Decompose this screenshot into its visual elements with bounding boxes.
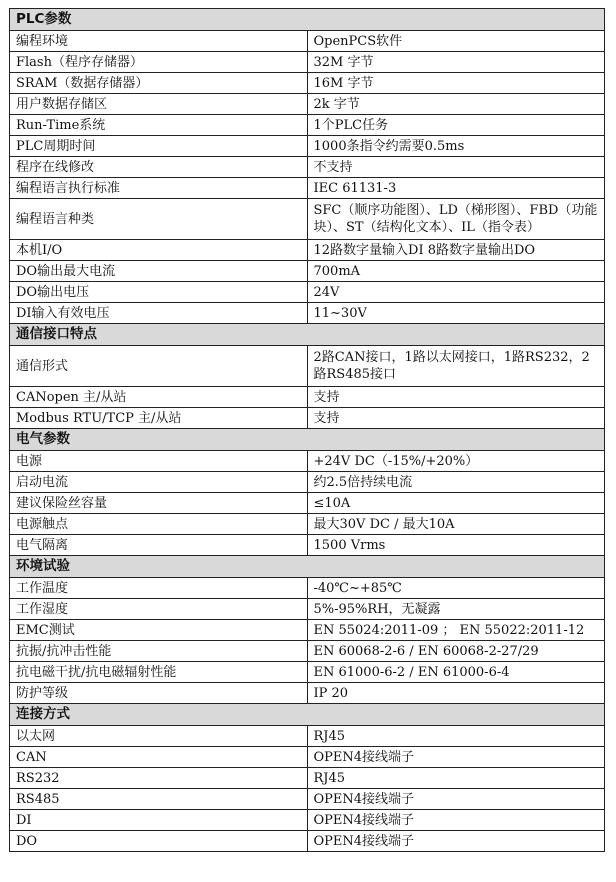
- spec-row: [10, 52, 605, 73]
- spec-row: [10, 726, 605, 747]
- spec-key: 程序在线修改: [10, 157, 308, 178]
- spec-value: 1个PLC任务: [307, 115, 605, 136]
- spec-row: [10, 136, 605, 157]
- spec-value: 不支持: [307, 157, 605, 178]
- section-header: [10, 704, 605, 726]
- spec-row: [10, 346, 605, 387]
- spec-row: [10, 789, 605, 810]
- spec-value: OPEN4接线端子: [307, 747, 605, 768]
- section-header: [10, 324, 605, 346]
- spec-value: 16M 字节: [307, 73, 605, 94]
- spec-value: RJ45: [307, 768, 605, 789]
- spec-row: [10, 303, 605, 324]
- spec-key: SRAM（数据存储器）: [10, 73, 308, 94]
- spec-value: SFC（顺序功能图）、LD（梯形图）、FBD（功能块）、ST（结构化文本）、IL（指令表）: [307, 199, 605, 240]
- spec-value: 1500 Vrms: [307, 535, 605, 556]
- spec-key: 编程环境: [10, 31, 308, 52]
- spec-key: 本机I/O: [10, 240, 308, 261]
- spec-key: Run-Time系统: [10, 115, 308, 136]
- spec-row: [10, 662, 605, 683]
- section-header: [10, 9, 605, 31]
- spec-key: 电气隔离: [10, 535, 308, 556]
- spec-row: [10, 831, 605, 852]
- spec-row: [10, 94, 605, 115]
- spec-key: 工作湿度: [10, 599, 308, 620]
- spec-value: 2路CAN接口，1路以太网接口，1路RS232，2路RS485接口: [307, 346, 605, 387]
- spec-row: [10, 535, 605, 556]
- section-title: 通信接口特点: [10, 324, 605, 346]
- spec-key: PLC周期时间: [10, 136, 308, 157]
- spec-row: [10, 578, 605, 599]
- spec-row: [10, 261, 605, 282]
- spec-value: OpenPCS软件: [307, 31, 605, 52]
- spec-row: [10, 115, 605, 136]
- spec-row: [10, 408, 605, 429]
- spec-key: RS485: [10, 789, 308, 810]
- spec-key: 编程语言种类: [10, 199, 308, 240]
- spec-value: 2k 字节: [307, 94, 605, 115]
- spec-table-body: [10, 9, 605, 852]
- spec-value: 1000条指令约需要0.5ms: [307, 136, 605, 157]
- spec-key: Flash（程序存储器）: [10, 52, 308, 73]
- spec-row: [10, 31, 605, 52]
- spec-value: -40℃~+85℃: [307, 578, 605, 599]
- spec-value: 最大30V DC / 最大10A: [307, 514, 605, 535]
- spec-key: 编程语言执行标准: [10, 178, 308, 199]
- spec-key: 通信形式: [10, 346, 308, 387]
- spec-row: [10, 282, 605, 303]
- section-title: 连接方式: [10, 704, 605, 726]
- section-title: PLC参数: [10, 9, 605, 31]
- spec-row: [10, 387, 605, 408]
- spec-value: 24V: [307, 282, 605, 303]
- spec-key: RS232: [10, 768, 308, 789]
- spec-row: [10, 199, 605, 240]
- spec-value: 32M 字节: [307, 52, 605, 73]
- spec-value: 约2.5倍持续电流: [307, 472, 605, 493]
- spec-key: DI输入有效电压: [10, 303, 308, 324]
- spec-key: DO输出电压: [10, 282, 308, 303]
- spec-key: DO输出最大电流: [10, 261, 308, 282]
- spec-value: 12路数字量输入DI 8路数字量输出DO: [307, 240, 605, 261]
- spec-key: 防护等级: [10, 683, 308, 704]
- spec-key: 抗振/抗冲击性能: [10, 641, 308, 662]
- spec-value: 5%-95%RH，无凝露: [307, 599, 605, 620]
- spec-key: 电源触点: [10, 514, 308, 535]
- spec-row: [10, 810, 605, 831]
- spec-row: [10, 620, 605, 641]
- spec-key: DI: [10, 810, 308, 831]
- spec-row: [10, 73, 605, 94]
- spec-value: 支持: [307, 408, 605, 429]
- spec-table: [9, 8, 605, 852]
- spec-key: DO: [10, 831, 308, 852]
- spec-value: EN 55024:2011-09 ； EN 55022:2011-12: [307, 620, 605, 641]
- spec-key: 建议保险丝容量: [10, 493, 308, 514]
- spec-key: EMC测试: [10, 620, 308, 641]
- spec-value: +24V DC（-15%/+20%）: [307, 451, 605, 472]
- spec-row: [10, 178, 605, 199]
- spec-value: EN 61000-6-2 / EN 61000-6-4: [307, 662, 605, 683]
- spec-row: [10, 514, 605, 535]
- spec-value: RJ45: [307, 726, 605, 747]
- spec-value: IEC 61131-3: [307, 178, 605, 199]
- spec-row: [10, 747, 605, 768]
- spec-key: 启动电流: [10, 472, 308, 493]
- spec-value: OPEN4接线端子: [307, 789, 605, 810]
- spec-row: [10, 157, 605, 178]
- spec-row: [10, 240, 605, 261]
- spec-value: 700mA: [307, 261, 605, 282]
- spec-row: [10, 768, 605, 789]
- spec-key: 用户数据存储区: [10, 94, 308, 115]
- spec-key: CANopen 主/从站: [10, 387, 308, 408]
- spec-value: ≤10A: [307, 493, 605, 514]
- spec-row: [10, 599, 605, 620]
- spec-key: CAN: [10, 747, 308, 768]
- spec-key: 抗电磁干扰/抗电磁辐射性能: [10, 662, 308, 683]
- spec-value: OPEN4接线端子: [307, 831, 605, 852]
- spec-key: Modbus RTU/TCP 主/从站: [10, 408, 308, 429]
- section-title: 环境试验: [10, 556, 605, 578]
- spec-row: [10, 683, 605, 704]
- spec-row: [10, 451, 605, 472]
- section-header: [10, 429, 605, 451]
- spec-value: IP 20: [307, 683, 605, 704]
- spec-value: 支持: [307, 387, 605, 408]
- spec-value: 11~30V: [307, 303, 605, 324]
- spec-row: [10, 493, 605, 514]
- spec-row: [10, 472, 605, 493]
- spec-value: OPEN4接线端子: [307, 810, 605, 831]
- section-title: 电气参数: [10, 429, 605, 451]
- section-header: [10, 556, 605, 578]
- spec-key: 以太网: [10, 726, 308, 747]
- spec-key: 工作温度: [10, 578, 308, 599]
- spec-value: EN 60068-2-6 / EN 60068-2-27/29: [307, 641, 605, 662]
- spec-key: 电源: [10, 451, 308, 472]
- spec-row: [10, 641, 605, 662]
